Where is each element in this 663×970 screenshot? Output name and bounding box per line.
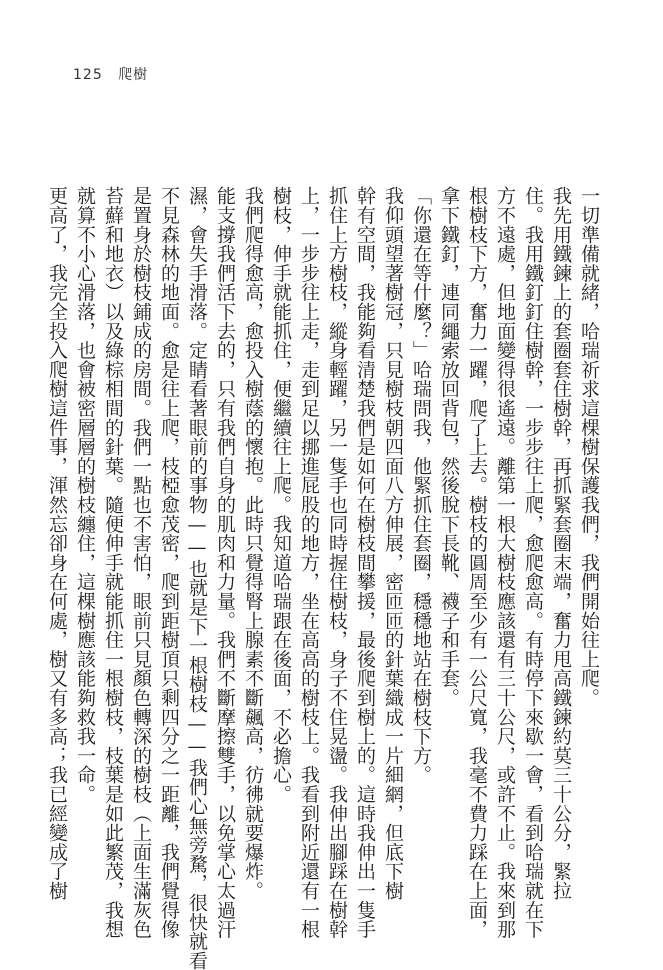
text-column: 更高了，我完全投入爬樹這件事，渾然忘卻身在何處，樹又有多高；我已經變成了樹	[46, 186, 68, 901]
text-column: 我仰頭望著樹冠，只見樹枝朝四面八方伸展，密匝匝的針葉織成一片細網，但底下樹	[382, 186, 404, 901]
text-column: 抓住上方樹枝，縱身輕躍，另一隻手也同時握住樹枝，身子不住晃盪。我伸出腳踩在樹幹	[326, 186, 348, 939]
text-column: 拿下鐵釘，連同繩索放回背包，然後脫下長靴、襪子和手套。	[438, 186, 460, 708]
text-column: 我們爬得愈高，愈投入樹蔭的懷抱。此時只覺得腎上腺素不斷飆高，彷彿就要爆炸。	[242, 186, 264, 901]
chapter-title: 爬樹	[118, 67, 149, 83]
running-header	[73, 64, 148, 84]
text-column: 濕，會失手滑落。定睛看著眼前的事物——也就是下一根樹枝——我們心無旁騖，很快就看	[186, 186, 208, 970]
text-column: 方不遠處，但地面變得很遙遠。離第一根大樹枝應該還有三十公尺，或許不止。我來到那	[494, 186, 516, 939]
text-column: 不見森林的地面。愈是往上爬，枝椏愈茂密，爬到距樹頂只剩四分之一距離，我們覺得像	[158, 186, 180, 939]
text-column: 苔蘚和地衣）以及綠棕相間的針葉。隨便伸手就能抓住一根樹枝，枝葉是如此繁茂，我想	[102, 186, 124, 939]
text-column: 一切準備就緒，哈瑞祈求這棵樹保護我們，我們開始往上爬。	[578, 186, 600, 708]
text-column: 能支撐我們活下去的，只有我們自身的肌肉和力量。我們不斷摩擦雙手，以免掌心太過汗	[214, 186, 236, 939]
text-column: 上，一步步往上走，走到足以挪進屁股的地方，坐在高高的樹枝上。我看到附近還有一根	[298, 186, 320, 939]
text-column: 是置身於樹枝鋪成的房間。我們一點也不害怕，眼前只見顏色轉深的樹枝（上面生滿灰色	[130, 186, 152, 939]
text-column: 住。我用鐵釘釘住樹幹，一步步往上爬，愈爬愈高。有時停下來歇一會，看到哈瑞就在下	[522, 186, 544, 939]
text-column: 就算不小心滑落，也會被密層層的樹枝纏住，這棵樹應該能夠救我一命。	[74, 186, 96, 804]
vertical-text-body	[46, 186, 602, 970]
text-column: 「你還在等什麼？」哈瑞問我，他緊抓住套圈，穩穩地站在樹枝下方。	[410, 186, 432, 785]
page-number: 125	[73, 67, 103, 83]
text-column: 根樹枝下方，奮力一躍，爬了上去。樹枝的圓周至少有一公尺寬，我毫不費力踩在上面，	[466, 186, 488, 939]
text-column: 我先用鐵鍊上的套圈套住樹幹，再抓緊套圈末端，奮力甩高鐵鍊約莫三十公分，緊拉	[550, 186, 572, 901]
text-column: 幹有空間，我能夠看清楚我們是如何在樹枝間攀援，最後爬到樹上的。這時我伸出一隻手	[354, 186, 376, 939]
text-column: 樹枝，伸手就能抓住，便繼續往上爬。我知道哈瑞跟在後面，不必擔心。	[270, 186, 292, 804]
